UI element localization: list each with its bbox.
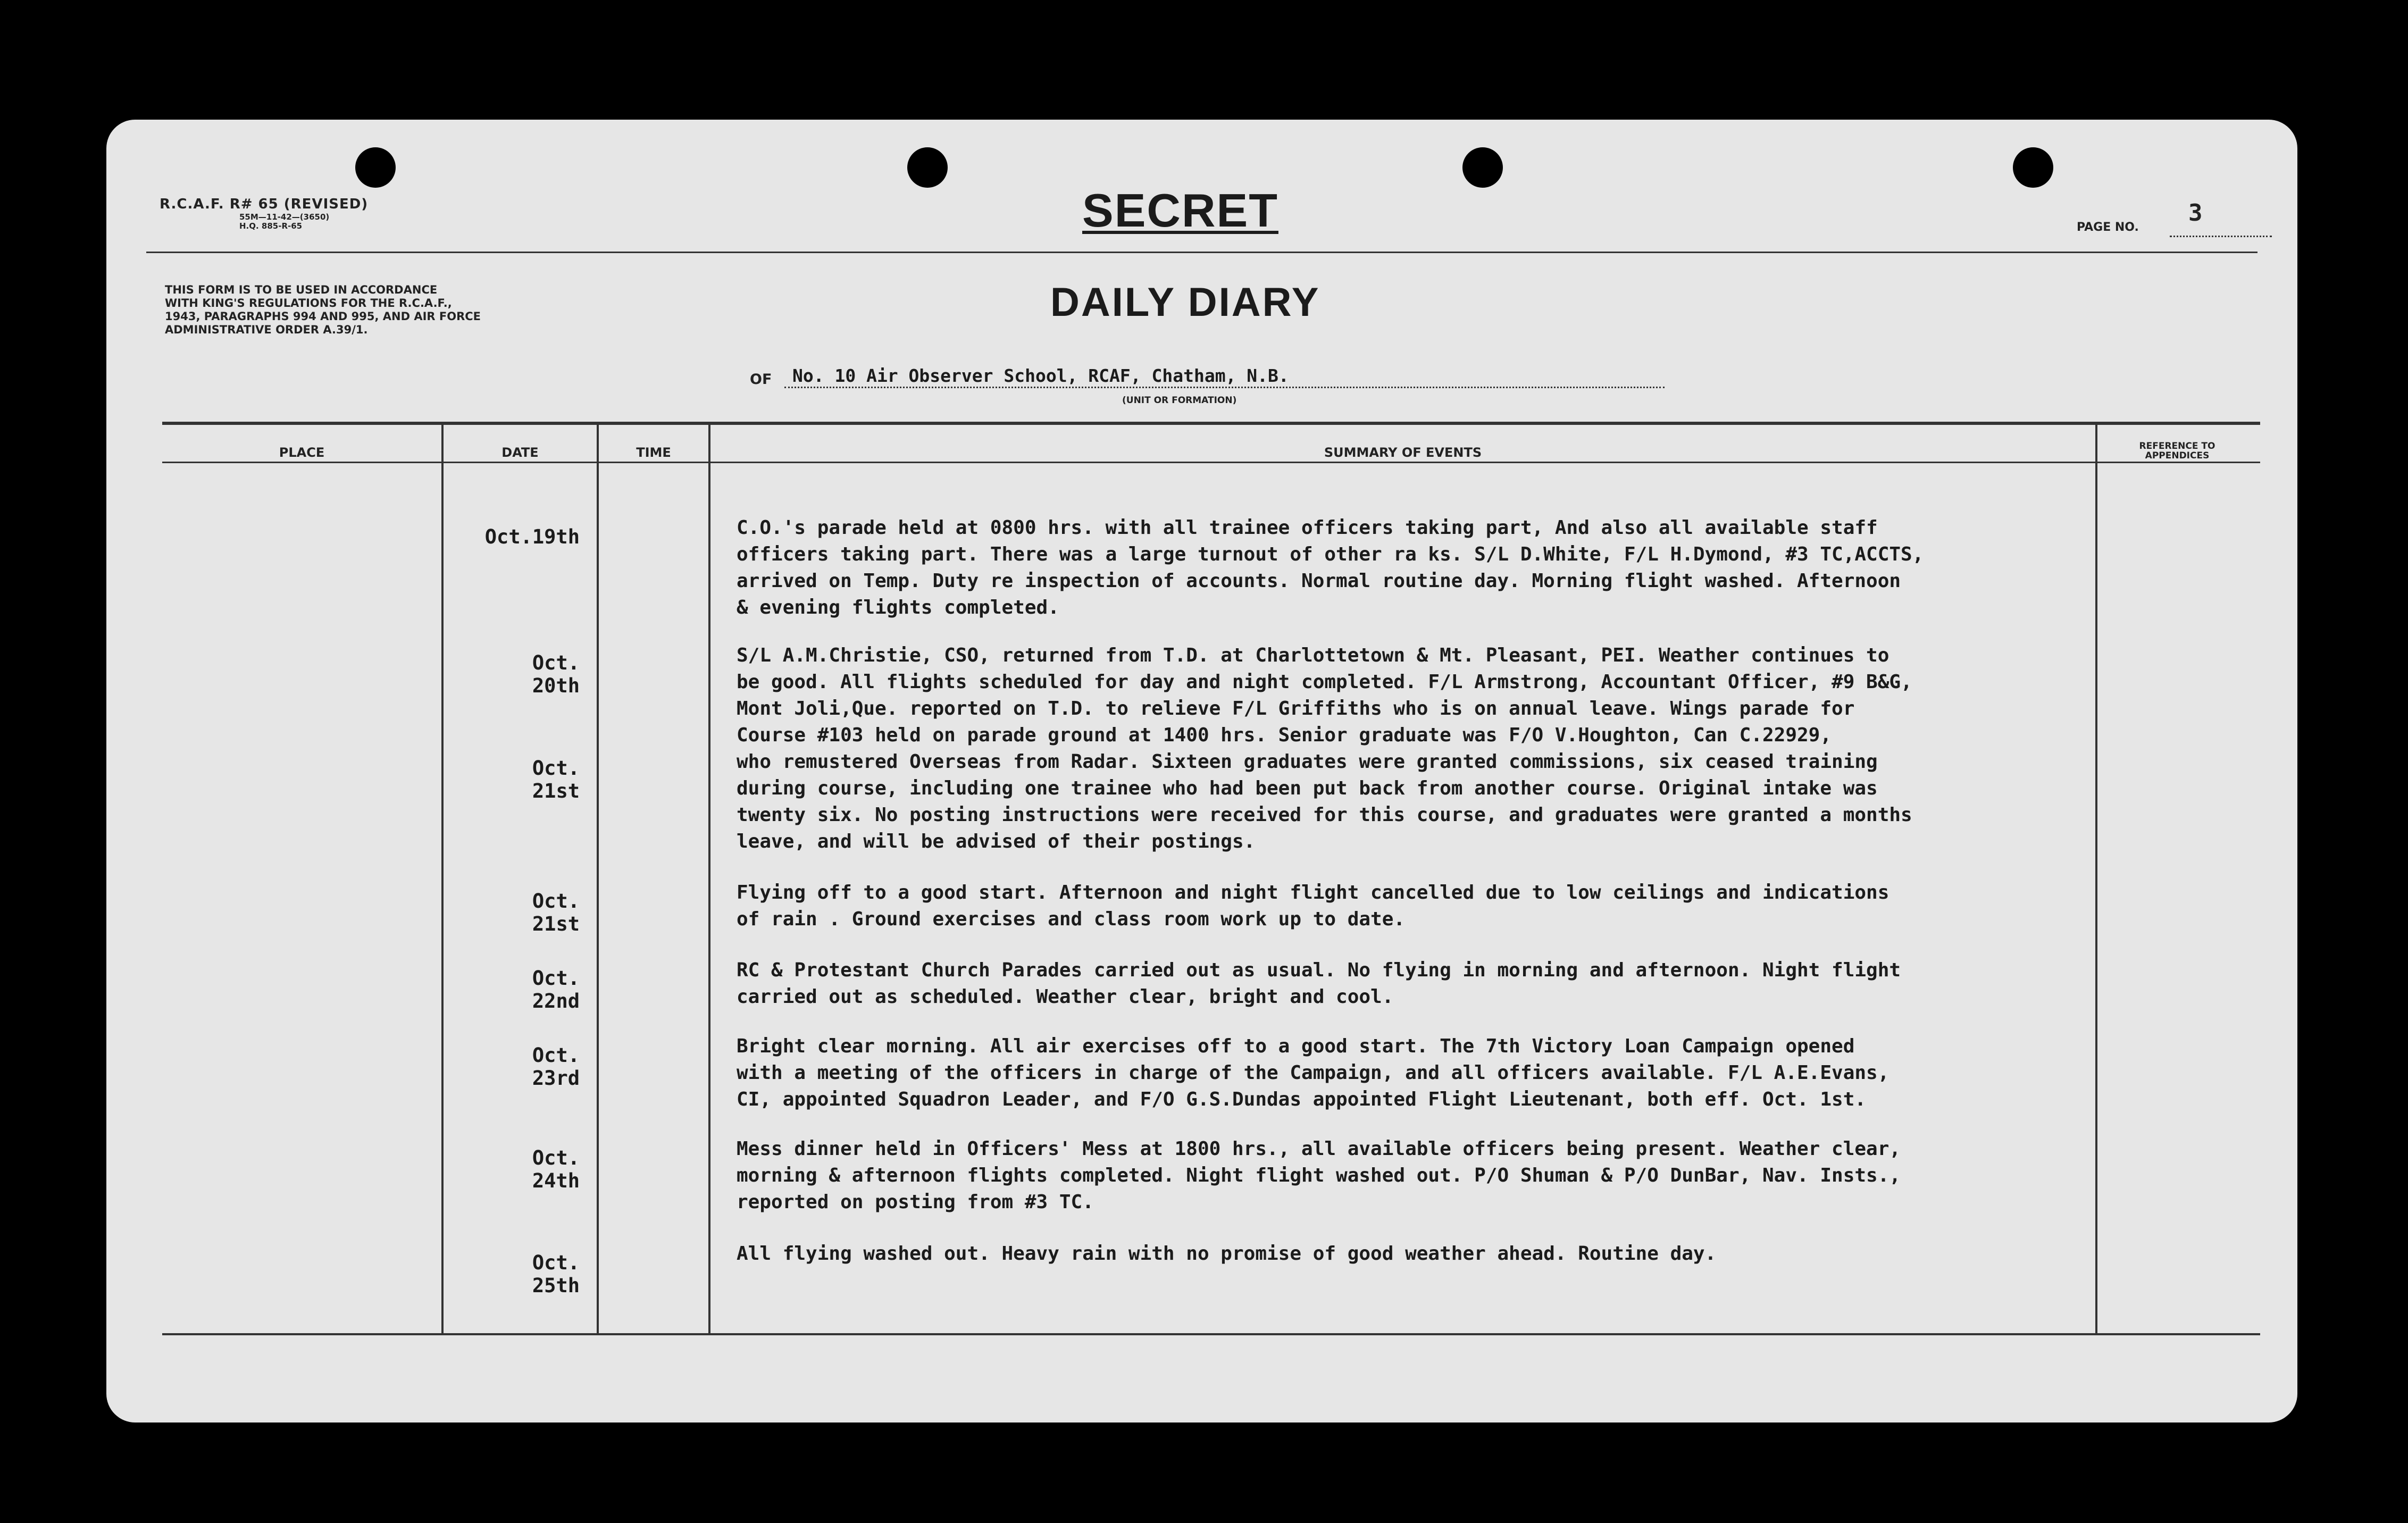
unit-value: No. 10 Air Observer School, RCAF, Chatham, N.B. xyxy=(792,365,1289,386)
column-header-reference-line: REFERENCE TO xyxy=(2139,441,2215,451)
punch-hole xyxy=(907,147,948,188)
page-number-line xyxy=(2170,236,2272,237)
form-note-line: THIS FORM IS TO BE USED IN ACCORDANCE xyxy=(165,283,438,296)
entry-date: Oct. 23rd xyxy=(532,1044,580,1090)
column-header-reference xyxy=(2097,441,2257,461)
entry-date: Oct.19th xyxy=(484,525,580,548)
entry-date: Oct. 25th xyxy=(532,1251,580,1297)
form-note-line: 1943, PARAGRAPHS 994 AND 995, AND AIR FORCE xyxy=(165,310,481,323)
form-note xyxy=(165,283,481,337)
form-note-line: ADMINISTRATIVE ORDER A.39/1. xyxy=(165,323,368,336)
column-divider xyxy=(708,424,710,1333)
table-top-rule xyxy=(162,422,2260,425)
punch-hole xyxy=(355,147,396,188)
entry-summary: C.O.'s parade held at 0800 hrs. with all trainee officers taking part, And also all available staff officers taking part. There was a large turnout of other ra ks. S/L D.White, F/L H.Dymond, #3 TC,ACCTS, arrived on Temp. Duty re inspection of accounts. Normal routine day. Morning flight washed. Afternoon & evening flights completed. xyxy=(737,517,1924,618)
entry-date: Oct. 24th xyxy=(532,1147,580,1192)
form-subcode: H.Q. 885-R-65 xyxy=(239,221,303,231)
column-header-place: PLACE xyxy=(279,445,325,460)
unit-caption: (UNIT OR FORMATION) xyxy=(1122,395,1237,406)
form-note-line: WITH KING'S REGULATIONS FOR THE R.C.A.F., xyxy=(165,297,452,309)
entry-summary: RC & Protestant Church Parades carried out as usual. No flying in morning and afternoon. Night flight carried out as scheduled. Weather clear, bright and cool. xyxy=(737,959,1901,1008)
diary-form xyxy=(106,120,2297,1422)
entry-summary: All flying washed out. Heavy rain with no promise of good weather ahead. Routine day. xyxy=(737,1243,1717,1265)
header-rule xyxy=(146,252,2258,253)
entry-date: Oct. 21st xyxy=(532,890,580,935)
classification-stamp: SECRET xyxy=(1082,184,1278,237)
entry-summary: Bright clear morning. All air exercises off to a good start. The 7th Victory Loan Campaign opened with a meeting of the officers in charge of the Campaign, and all officers available. F/L A.E.Evans, CI, appointed Squadron Leader, and F/O G.S.Dundas appointed Flight Lieutenant, both eff. Oct. 1st. xyxy=(737,1035,1889,1110)
entry-summary: Flying off to a good start. Afternoon and night flight cancelled due to low ceilings and indications of rain . Ground exercises and class room work up to date. xyxy=(737,882,1889,930)
punch-hole xyxy=(1462,147,1503,188)
unit-label: OF xyxy=(750,371,772,388)
column-header-summary: SUMMARY OF EVENTS xyxy=(1324,445,1482,460)
form-subcode: 55M—11-42—(3650) xyxy=(239,212,330,222)
column-divider xyxy=(597,424,599,1333)
column-header-time: TIME xyxy=(636,445,671,460)
page-number-label: PAGE NO. xyxy=(2077,221,2139,234)
entry-summary: Mess dinner held in Officers' Mess at 1800 hrs., all available officers being present. Weather clear, morning & afternoon flights completed. Night flight washed out. P/O Shuman & P/O DunBar, Nav. Insts., reported on posting from #3 TC. xyxy=(737,1138,1901,1213)
unit-line xyxy=(784,387,1665,388)
column-header-date: DATE xyxy=(501,445,539,460)
entry-summary: S/L A.M.Christie, CSO, returned from T.D. at Charlottetown & Mt. Pleasant, PEI. Weather continues to be good. All flights scheduled for day and night completed. F/L Armstrong, Accountant Officer, #9 B&G, Mont Joli,Que. reported on T.D. to relieve F/L Griffiths who is on annual leave. Wings parade for Course #103 held on parade ground at 1400 hrs. Senior graduate was F/O V.Houghton, Can C.22929, who remustered Overseas from Radar. Sixteen graduates were granted commissions, six ceased training during course, including one trainee who had been put back from another course. Original intake was twenty six. No posting instructions were received for this course, and graduates were granted a months leave, and will be advised of their postings. xyxy=(737,645,1912,852)
column-divider xyxy=(441,424,444,1333)
table-bottom-rule xyxy=(162,1333,2260,1335)
entry-date: Oct. 22nd xyxy=(532,967,580,1012)
table-header-rule xyxy=(162,462,2260,463)
page-title: DAILY DIARY xyxy=(1050,280,1320,325)
punch-hole xyxy=(2013,147,2053,188)
form-code-block xyxy=(160,197,368,231)
entry-date: Oct. 20th xyxy=(532,651,580,697)
column-header-reference-line: APPENDICES xyxy=(2145,450,2210,461)
form-code: R.C.A.F. R# 65 (REVISED) xyxy=(160,196,369,212)
page-number: 3 xyxy=(2188,199,2203,227)
entry-date: Oct. 21st xyxy=(532,757,580,802)
